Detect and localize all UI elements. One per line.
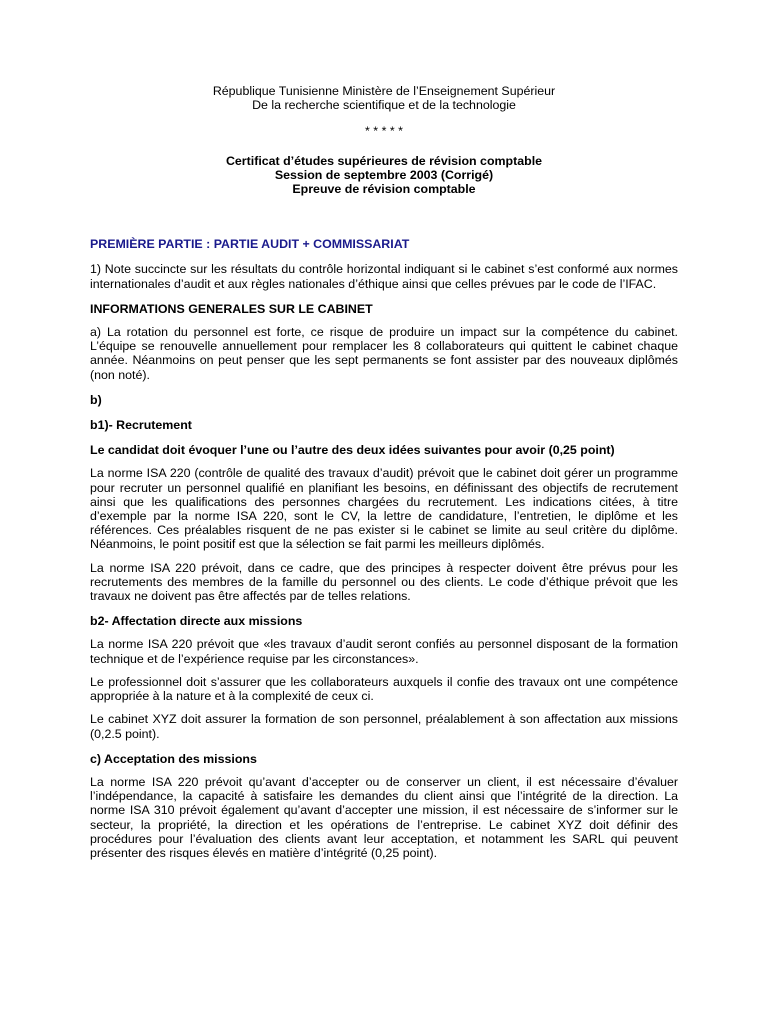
part-one-title: PREMIÈRE PARTIE : PARTIE AUDIT + COMMISSARIAT [90,237,410,252]
heading-candidat-instruction: Le candidat doit évoquer l’une ou l’autre des deux idées suivantes pour avoir (0,25 point) [90,443,615,458]
certificate-title-block [90,154,678,197]
heading-b: b) [90,392,102,407]
heading-b2-affectation: b2- Affectation directe aux missions [90,614,303,629]
heading-informations-generales: INFORMATIONS GENERALES SUR LE CABINET [90,301,373,316]
paragraph-rotation-personnel: a) La rotation du personnel est forte, ce risque de produire un impact sur la compétence du cabinet. L’équipe se renouvelle annuellement pour remplacer les 8 collaborateurs qui quittent le cabinet chaque année. Néanmoins on peut penser que les sept permanents se font assister par des nouveaux diplômés (non noté). [90,325,678,382]
document-header [90,84,678,139]
exam-title: Epreuve de révision comptable [292,182,476,197]
paragraph-isa220-principes: La norme ISA 220 prévoit, dans ce cadre, que des principes à respecter doivent être prévus pour les recrutements des membres de la famille du personnel ou des clients. Le code d’éthique prévoit que les travaux ne doivent pas être affectés par de telles relations. [90,560,678,604]
paragraph-b2-formation: Le cabinet XYZ doit assurer la formation de son personnel, préalablement à son affectation aux missions (0,2.5 point). [90,712,678,741]
paragraph-b2-travaux-confies: La norme ISA 220 prévoit que «les travaux d’audit seront confiés au personnel disposant de la formation technique et de l’expérience requise par les circonstances». [90,637,678,666]
paragraph-isa220-recrutement: La norme ISA 220 (contrôle de qualité des travaux d’audit) prévoit que le cabinet doit gérer un programme pour recruter un personnel qualifié en planifiant les besoins, en définissant des objectifs de recrutement ainsi que les qualifications des personnes chargées du recrutement. Les indications citées, à titre d’exemple par la norme ISA 220, sont le CV, la lettre de candidature, l’entretien, le diplôme et les références. Ces préalables risquent de ne pas exister si le cabinet se limite au seul critère du diplôme. Néanmoins, le point positif est que la sélection se fait parmi les meilleurs diplômés. [90,466,678,552]
header-ministry-line: République Tunisienne Ministère de l’Enseignement Supérieur [212,84,556,98]
session-title: Session de septembre 2003 (Corrigé) [274,167,494,182]
heading-b1-recrutement: b1)- Recrutement [90,418,192,433]
paragraph-b2-professionnel: Le professionnel doit s’assurer que les collaborateurs auxquels il confie des travaux ont une compétence appropriée à la nature et à la complexité de ceux ci. [90,674,678,704]
certificate-title: Certificat d’études supérieures de révision comptable [225,153,543,168]
header-separator-stars: * * * * * [365,124,403,139]
paragraph-note-succincte: 1) Note succincte sur les résultats du contrôle horizontal indiquant si le cabinet s’est conformé aux normes internationales d’audit et aux règles nationales d’éthique ainsi que celles prévues par le code de l’IFAC. [90,262,678,291]
header-research-line: De la recherche scientifique et de la technologie [252,98,516,113]
document-page [90,84,678,860]
heading-c-acceptation: c) Acceptation des missions [90,751,257,766]
paragraph-c-acceptation: La norme ISA 220 prévoit qu’avant d’accepter ou de conserver un client, il est nécessaire d’évaluer l’indépendance, la capacité à satisfaire les demandes du client ainsi que l’intégrité de la direction. La norme ISA 310 prévoit également qu’avant d’accepter une mission, il est nécessaire de s’informer sur le secteur, la propriété, la direction et les opérations de l’entreprise. Le cabinet XYZ doit définir des procédures pour l’évaluation des clients avant leur acceptation, et notamment les SARL qui peuvent présenter des risques élevés en matière d’intégrité (0,25 point). [90,774,678,860]
